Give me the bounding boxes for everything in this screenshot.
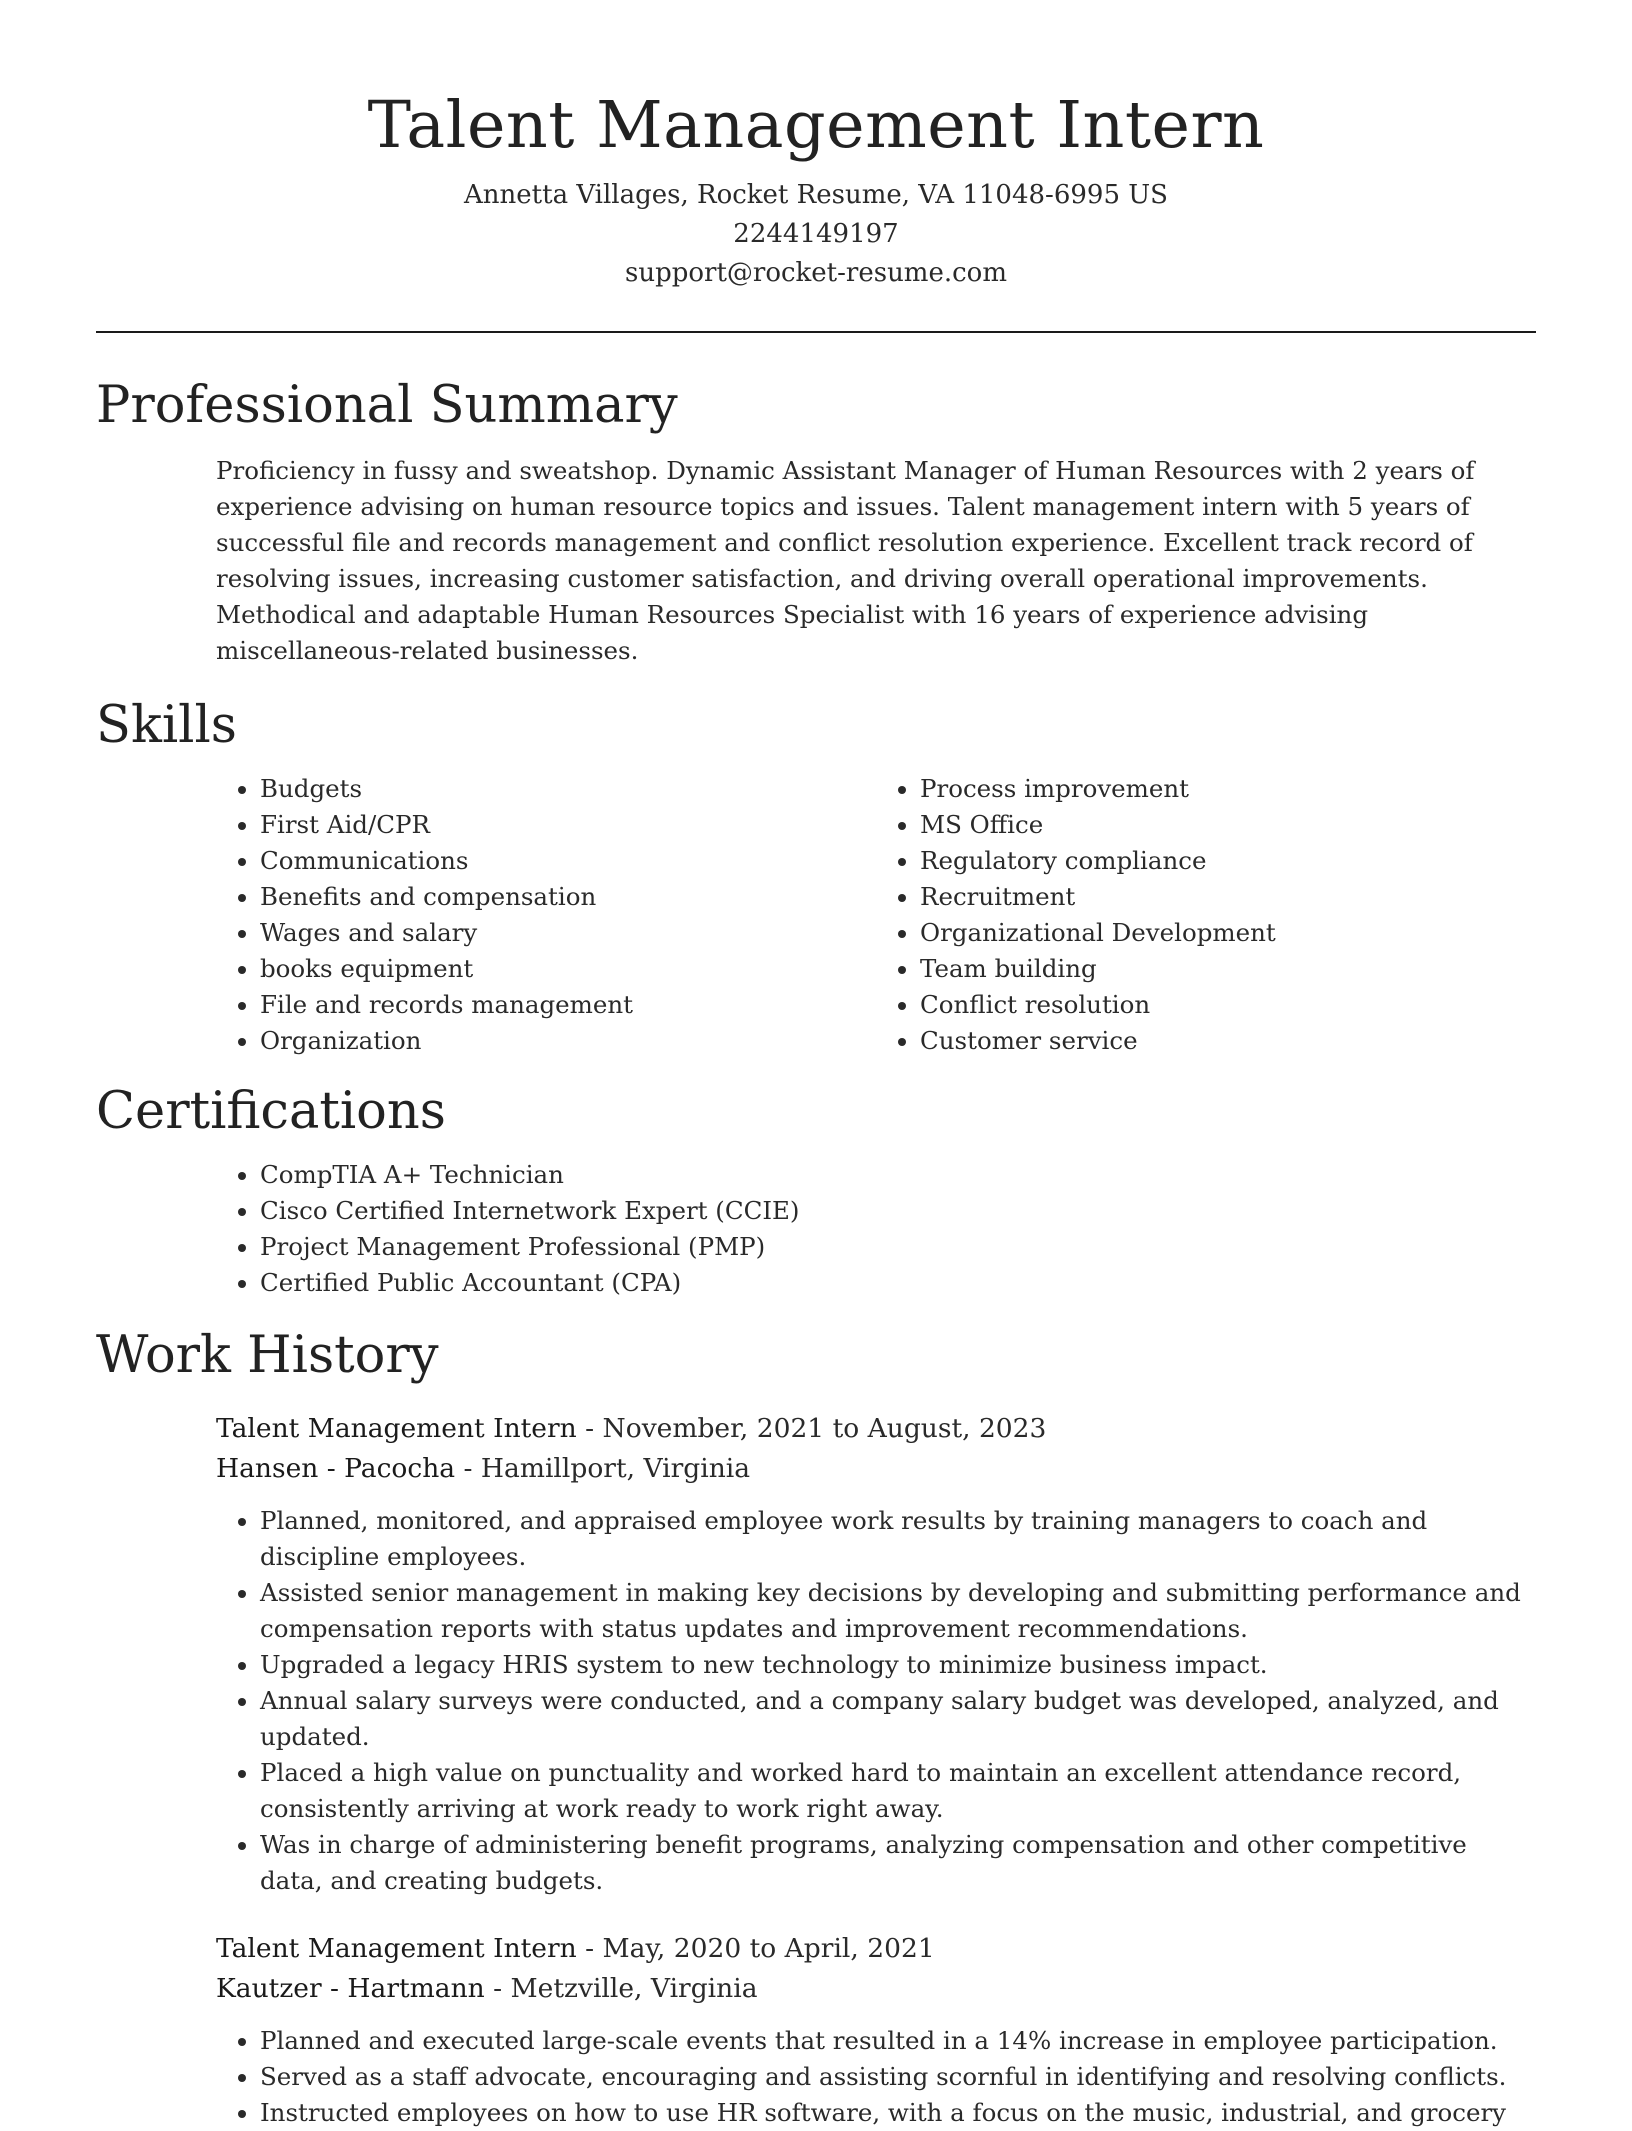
header-divider (96, 331, 1536, 333)
skill-item: • MS Office (920, 807, 1536, 843)
separator: - (463, 1453, 481, 1484)
skill-item: • Organizational Development (920, 915, 1536, 951)
job-company-line (216, 1969, 1536, 2009)
duty-item: • Was in charge of administering benefit programs, analyzing compensation and other competitive data, and creating budgets. (260, 1827, 1536, 1899)
work-history-heading: Work History (96, 1326, 439, 1385)
candidate-name: Talent Management Intern (367, 88, 1265, 163)
resume-header (96, 0, 1536, 293)
job-entry (216, 1409, 1536, 1899)
job-company-line (216, 1449, 1536, 1489)
email: support@rocket-resume.com (624, 258, 1007, 288)
job-duties (216, 1503, 1536, 1899)
duty-item: • Assisted senior management in making key decisions by developing and submitting performance and compensation reports with status updates and improvement recommendations. (260, 1575, 1536, 1647)
skill-item: • File and records management (260, 987, 876, 1023)
job-title-line (216, 1409, 1536, 1449)
skills-list (216, 771, 1536, 1059)
skill-item: • Regulatory compliance (920, 843, 1536, 879)
certification-item: • Project Management Professional (PMP) (260, 1229, 1536, 1265)
separator: - (493, 1973, 511, 2004)
certification-item: • Certified Public Accountant (CPA) (260, 1265, 1536, 1301)
job-role: Talent Management Intern (216, 1413, 577, 1444)
summary-text: Proficiency in fussy and sweatshop. Dynamic Assistant Manager of Human Resources with 2 years of experience advising on human resource topics and issues. Talent management intern with 5 years of successful file and records management and conflict resolution experience. Excellent track record of resolving issues, increasing customer satisfaction, and driving overall operational improvements. Methodical and adaptable Human Resources Specialist with 16 years of experience advising miscellaneous-related businesses. (216, 456, 1475, 665)
skills-column-right (876, 771, 1536, 1059)
skill-item: • Wages and salary (260, 915, 876, 951)
skill-item: • Communications (260, 843, 876, 879)
job-company: Hansen - Pacocha (216, 1453, 456, 1484)
skill-item: • books equipment (260, 951, 876, 987)
duty-item: • Served as a staff advocate, encouraging and assisting scornful in identifying and resolving conflicts. (260, 2059, 1536, 2095)
skill-item: • Benefits and compensation (260, 879, 876, 915)
skill-item: • Budgets (260, 771, 876, 807)
skill-item: • Organization (260, 1023, 876, 1059)
separator: - (585, 1933, 603, 1964)
duty-item: • Placed a high value on punctuality and worked hard to maintain an excellent attendance record, consistently arriving at work ready to work right away. (260, 1755, 1536, 1827)
skill-item: • Conflict resolution (920, 987, 1536, 1023)
job-location: Hamillport, Virginia (480, 1453, 751, 1484)
job-duties (216, 2023, 1536, 2131)
job-entry (216, 1929, 1536, 2131)
duty-item: • Upgraded a legacy HRIS system to new technology to minimize business impact. (260, 1647, 1536, 1683)
duty-item: • Instructed employees on how to use HR software, with a focus on the music, industrial, and grocery (260, 2095, 1536, 2131)
skill-item: • First Aid/CPR (260, 807, 876, 843)
skills-heading: Skills (96, 696, 237, 755)
skill-item: • Process improvement (920, 771, 1536, 807)
certifications-list (216, 1157, 1536, 1301)
job-title-line (216, 1929, 1536, 1969)
resume-page (96, 0, 1536, 2131)
summary-heading: Professional Summary (96, 376, 678, 435)
address: Annetta Villages, Rocket Resume, VA 11048-6995 US (464, 180, 1168, 210)
phone: 2244149197 (733, 219, 899, 249)
skill-item: • Customer service (920, 1023, 1536, 1059)
job-dates: May, 2020 to April, 2021 (602, 1933, 935, 1964)
certification-item: • CompTIA A+ Technician (260, 1157, 1536, 1193)
duty-item: • Annual salary surveys were conducted, and a company salary budget was developed, analyzed, and updated. (260, 1683, 1536, 1755)
skills-column-left (216, 771, 876, 1059)
contact-info (96, 176, 1536, 293)
job-role: Talent Management Intern (216, 1933, 577, 1964)
duty-item: • Planned and executed large-scale events that resulted in a 14% increase in employee participation. (260, 2023, 1536, 2059)
skill-item: • Recruitment (920, 879, 1536, 915)
certification-item: • Cisco Certified Internetwork Expert (CCIE) (260, 1193, 1536, 1229)
separator: - (585, 1413, 603, 1444)
job-company: Kautzer - Hartmann (216, 1973, 485, 2004)
job-location: Metzville, Virginia (510, 1973, 758, 2004)
certifications-heading: Certifications (96, 1082, 446, 1141)
duty-item: • Planned, monitored, and appraised employee work results by training managers to coach and discipline employees. (260, 1503, 1536, 1575)
job-dates: November, 2021 to August, 2023 (602, 1413, 1047, 1444)
skill-item: • Team building (920, 951, 1536, 987)
